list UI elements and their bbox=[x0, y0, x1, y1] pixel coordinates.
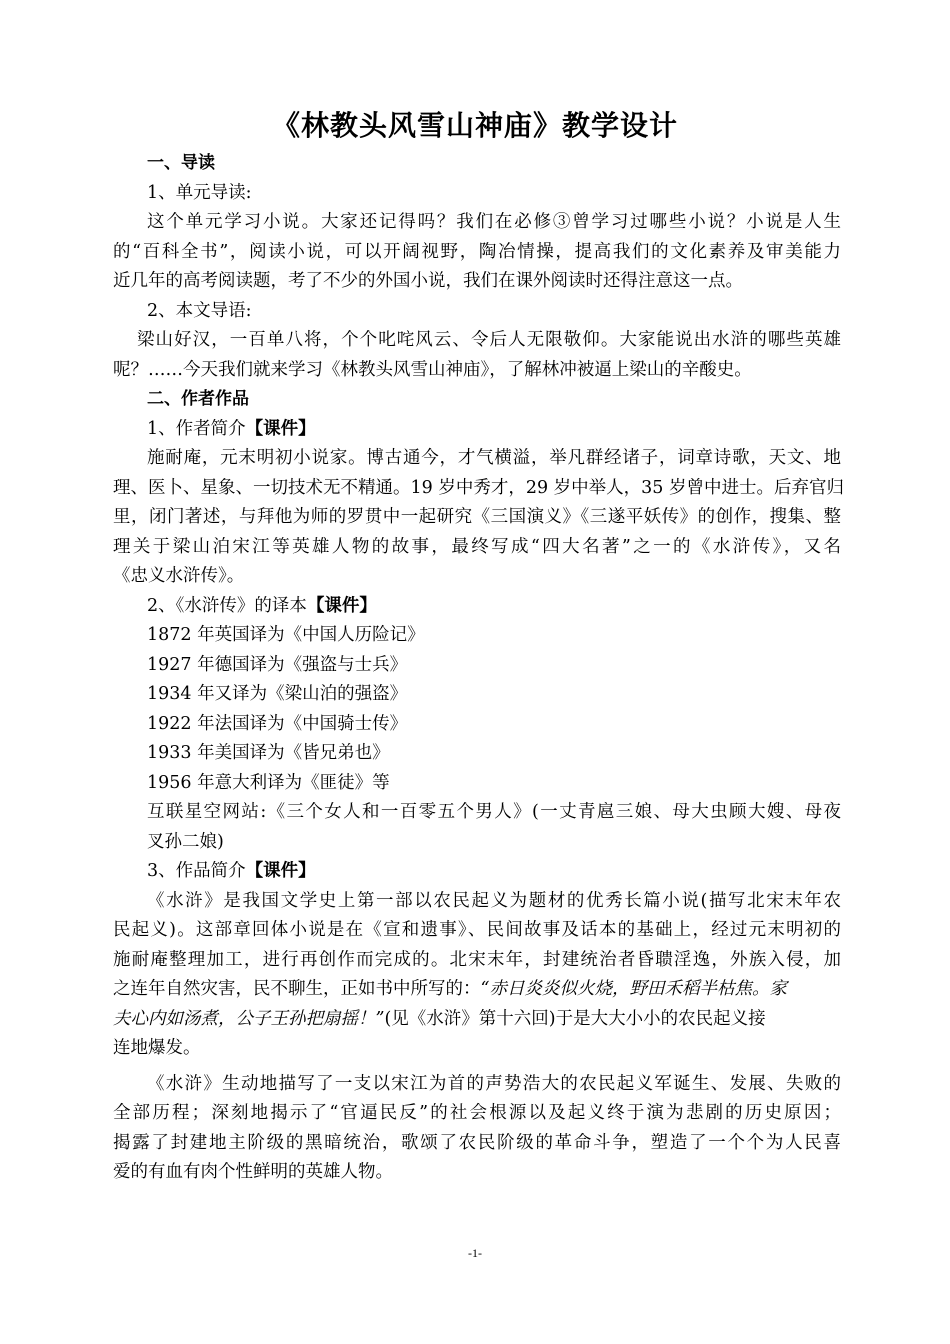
paragraph-line: 爱的有血有肉个性鲜明的英雄人物。 bbox=[113, 1162, 393, 1182]
courseware-tag: 【课件】 bbox=[306, 595, 377, 616]
paragraph-line: 里，闭门著述，与拜他为师的罗贯中一起研究《三国演义》《三遂平妖传》的创作，搜集、整 bbox=[113, 507, 841, 527]
poem-quote: “赤日炎炎似火烧，野田禾稻半枯焦。家 bbox=[480, 979, 787, 999]
page-number: -1- bbox=[468, 1246, 482, 1260]
paragraph-line: 的“百科全书”，阅读小说，可以开阔视野，陶冶情操，提高我们的文化素养及审美能力 bbox=[113, 241, 841, 262]
paragraph-line: 近几年的高考阅读题，考了不少的外国小说，我们在课外阅读时还得注意这一点。 bbox=[113, 271, 743, 291]
translation-item: 1872 年英国译为《中国人历险记》 bbox=[147, 625, 425, 645]
paragraph-line: 民起义)。这部章回体小说是在《宣和遗事》、民间故事及话本的基础上，经过元末明初的 bbox=[113, 920, 841, 940]
subheading-work-intro: 3、作品简介【课件】 bbox=[147, 861, 316, 881]
poem-quote: 夫心内如汤煮，公子王孙把扇摇！” bbox=[113, 1008, 385, 1029]
courseware-tag: 【课件】 bbox=[245, 861, 316, 881]
translation-item: 互联星空网站:《三个女人和一百零五个男人》(一丈青扈三娘、母大虫顾大嫂、母夜 bbox=[147, 802, 841, 822]
paragraph-line: 全部历程；深刻地揭示了“官逼民反”的社会根源以及起义终于演为悲剧的历史原因； bbox=[113, 1103, 841, 1123]
subheading-translations: 2、《水浒传》的译本【课件】 bbox=[147, 595, 377, 616]
document-body bbox=[113, 149, 844, 1188]
paragraph-line: 《水浒》生动地描写了一支以宋江为首的声势浩大的农民起义军诞生、发展、失败的 bbox=[147, 1073, 841, 1094]
courseware-tag: 【课件】 bbox=[245, 418, 316, 439]
translation-item: 1922 年法国译为《中国骑士传》 bbox=[147, 713, 408, 734]
paragraph-line: 施耐庵，元末明初小说家。博古通今，才气横溢，举凡群经诸子，词章诗歌，天文、地 bbox=[147, 448, 841, 468]
translation-item: 1927 年德国译为《强盗与士兵》 bbox=[147, 654, 408, 675]
paragraph-line: 揭露了封建地主阶级的黑暗统治，歌颂了农民阶级的革命斗争，塑造了一个个为人民喜 bbox=[113, 1132, 841, 1153]
page-title: 《林教头风雪山神庙》教学设计 bbox=[271, 109, 678, 142]
paragraph-line: 之连年自然灾害，民不聊生，正如书中所写的：“赤日炎炎似火烧，野田禾稻半枯焦。家 bbox=[113, 979, 787, 999]
paragraph-line: 《忠义水浒传》。 bbox=[113, 566, 245, 586]
paragraph-line: 呢？……今天我们就来学习《林教头风雪山神庙》，了解林冲被逼上梁山的辛酸史。 bbox=[113, 359, 752, 380]
paragraph-line: 理关于梁山泊宋江等英雄人物的故事，最终写成“四大名著”之一的《水浒传》，又名 bbox=[113, 536, 841, 557]
paragraph-line: 梁山好汉，一百单八将，个个叱咤风云、令后人无限敬仰。大家能说出水浒的哪些英雄 bbox=[137, 330, 841, 350]
translation-item: 1933 年美国译为《皆兄弟也》 bbox=[147, 743, 390, 763]
section-heading-1: 一、导读 bbox=[147, 153, 215, 173]
paragraph-line: 这个单元学习小说。大家还记得吗？我们在必修③曾学习过哪些小说？小说是人生 bbox=[147, 212, 841, 232]
paragraph-line: 夫心内如汤煮，公子王孙把扇摇！”(见《水浒》第十六回)于是大大小小的农民起义接 bbox=[113, 1008, 766, 1029]
paragraph-line: 施耐庵整理加工，进行再创作而完成的。北宋末年，封建统治者昏聩淫逸，外族入侵，加 bbox=[113, 949, 841, 970]
section-heading-2: 二、作者作品 bbox=[147, 389, 249, 409]
subheading-unit-intro: 1、单元导读: bbox=[147, 182, 252, 203]
subheading-text-intro: 2、本文导语: bbox=[147, 300, 252, 321]
paragraph-line: 理、医卜、星象、一切技术无不精通。19 岁中秀才，29 岁中举人，35 岁曾中进士。后弃官归 bbox=[113, 477, 844, 498]
paragraph-line: 《水浒》是我国文学史上第一部以农民起义为题材的优秀长篇小说(描写北宋末年农 bbox=[147, 890, 841, 911]
translation-item: 1934 年又译为《梁山泊的强盗》 bbox=[147, 684, 408, 704]
paragraph-line: 连地爆发。 bbox=[113, 1038, 201, 1058]
translation-item: 1956 年意大利译为《匪徒》等 bbox=[147, 772, 390, 793]
translation-item: 叉孙二娘) bbox=[147, 831, 224, 852]
subheading-author: 1、作者简介【课件】 bbox=[147, 418, 316, 439]
